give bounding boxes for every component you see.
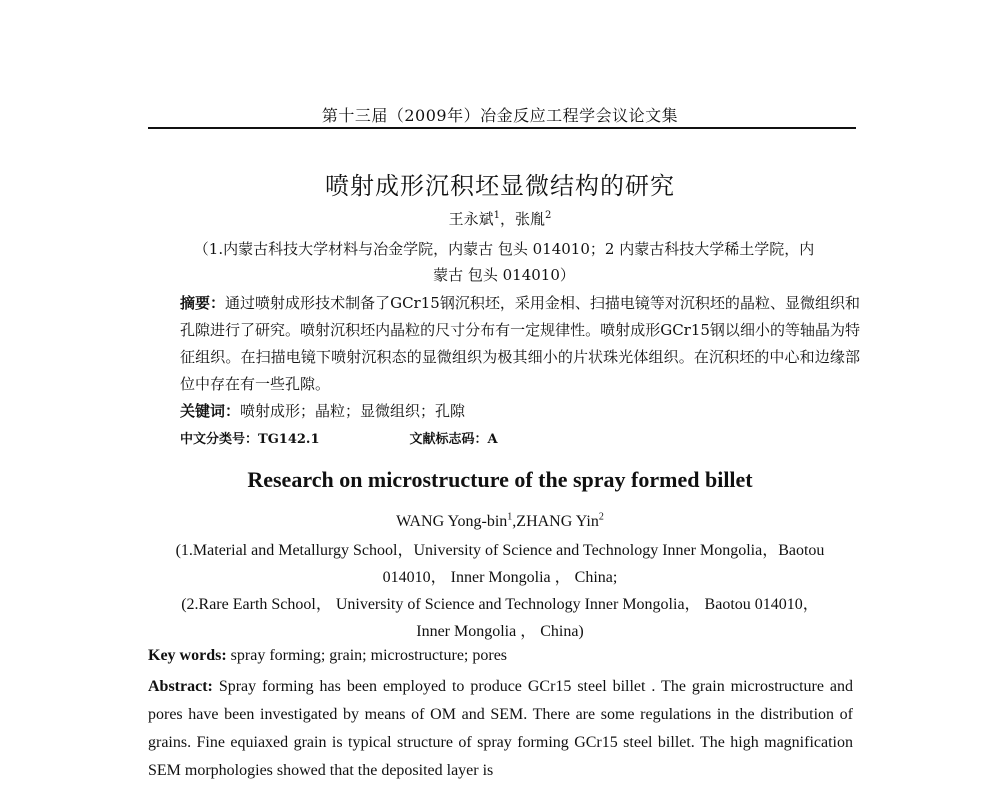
chinese-abstract-label: 摘要：: [180, 294, 226, 312]
english-affiliation-1-line-2: 014010， Inner Mongolia ， China;: [382, 569, 618, 586]
chinese-author-separator: ，: [499, 210, 515, 228]
chinese-title: 喷射成形沉积坯显微结构的研究: [325, 172, 675, 200]
proceedings-header: 第十三届（2009年）冶金反应工程学会议论文集: [321, 106, 679, 125]
english-author-1-sup: 1: [507, 511, 513, 523]
chinese-affiliation: [148, 236, 860, 288]
english-keywords-label: Key words:: [148, 647, 227, 664]
english-abstract-label: Abstract:: [148, 678, 213, 695]
english-authors: [140, 508, 860, 535]
english-author-1: WANG Yong-bin: [396, 513, 508, 530]
english-author-separator: ,: [512, 513, 517, 530]
document-code-value: A: [487, 432, 498, 447]
chinese-abstract: [180, 290, 860, 398]
chinese-keywords-text: 喷射成形；晶粒；显微组织；孔隙: [240, 402, 466, 420]
english-affiliation-2-line-1: (2.Rare Earth School， University of Science and Technology Inner Mongolia， Baotou 014010，: [181, 596, 819, 613]
english-abstract-text: Spray forming has been employed to produce GCr15 steel billet . The grain microstructure and pores have been investigated by means of OM and SEM. There are some regulations in the distribution of grains. Fine equiaxed grain is typical structure of spray forming GCr15 steel billet. The high magnification SEM morphologies showed that the deposited layer is: [148, 678, 854, 779]
english-affiliation-2-line-2: Inner Mongolia ， China): [416, 623, 584, 640]
classification-value: TG142.1: [258, 432, 320, 447]
chinese-abstract-text: 通过喷射成形技术制备了GCr15钢沉积坯，采用金相、扫描电镜等对沉积坯的晶粒、显微组织和孔隙进行了研究。喷射沉积坯内晶粒的尺寸分布有一定规律性。喷射成形GCr15钢以细小的等轴晶为特征组织。在扫描电镜下喷射沉积态的显微组织为极其细小的片状珠光体组织。在沉积坯的中心和边缘部位中存在有一些孔隙。: [180, 294, 860, 393]
english-author-2-sup: 2: [598, 511, 604, 523]
chinese-classification: [180, 428, 498, 447]
english-author-2: ZHANG Yin: [516, 513, 599, 530]
english-abstract: [148, 673, 853, 785]
english-affiliation-2: [140, 591, 860, 645]
chinese-affiliation-line-2: 蒙古 包头 014010）: [433, 266, 575, 284]
chinese-author-1: 王永斌: [448, 210, 494, 228]
header-rule: [148, 127, 856, 129]
chinese-keywords: [180, 400, 465, 421]
chinese-affiliation-line-1: （1.内蒙古科技大学材料与冶金学院，内蒙古 包头 014010；2 内蒙古科技大学稀土学院，内: [193, 240, 815, 258]
english-affiliation-1: [140, 537, 860, 591]
english-keywords-text: spray forming; grain; microstructure; pores: [230, 647, 508, 664]
document-code-label: 文献标志码：: [409, 432, 488, 447]
chinese-keywords-label: 关键词：: [180, 402, 241, 420]
english-title: Research on microstructure of the spray formed billet: [247, 467, 753, 492]
english-affiliation-1-line-1: (1.Material and Metallurgy School，University of Science and Technology Inner Mongolia，Baotou: [175, 542, 825, 559]
chinese-author-2-sup: 2: [545, 210, 552, 221]
chinese-authors: [0, 208, 1000, 229]
english-keywords: [148, 647, 860, 665]
classification-label: 中文分类号：: [180, 432, 259, 447]
chinese-author-1-sup: 1: [493, 210, 500, 221]
chinese-author-2: 张胤: [515, 210, 546, 228]
